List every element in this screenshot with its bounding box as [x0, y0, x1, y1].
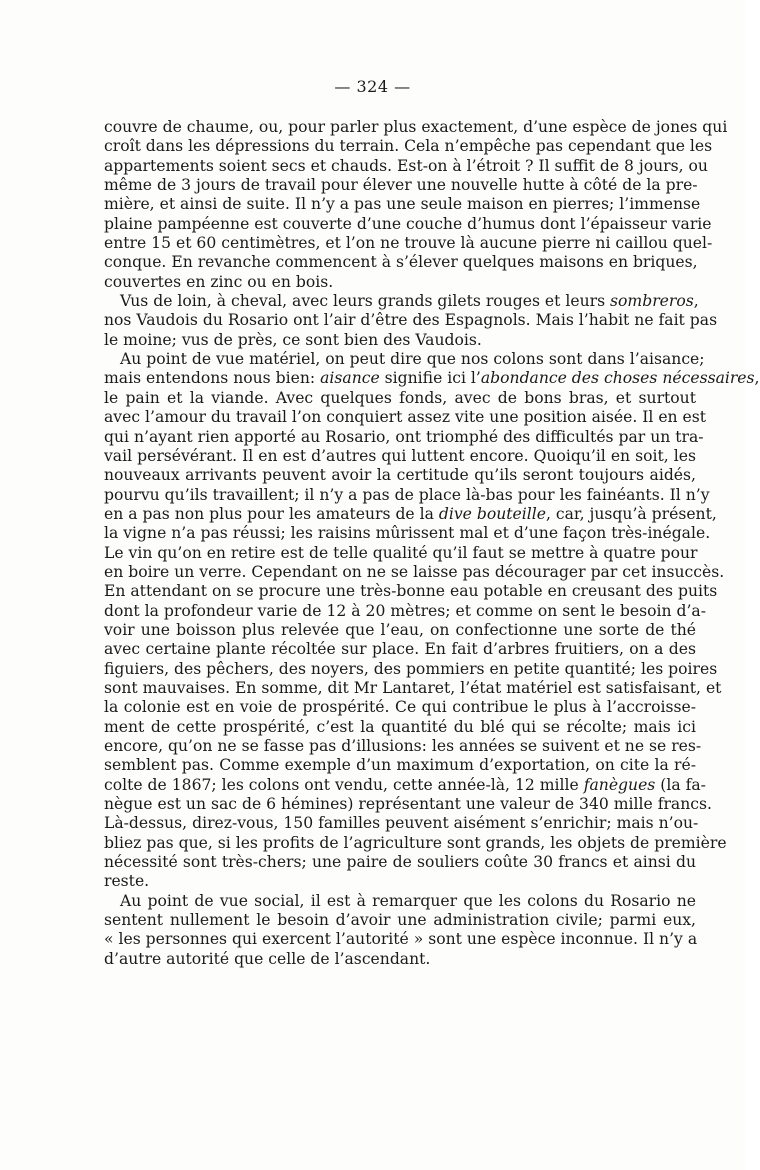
italic-run: dive bouteille [438, 504, 546, 523]
paragraph [104, 892, 696, 969]
italic-run: abondance des choses nécessaires [480, 369, 755, 388]
text-line: appartements soient secs et chauds. Est-on à l’étroit ? Il suffit de 8 jours, ou [104, 156, 708, 175]
text-run: (la fa- [655, 775, 706, 794]
text-run: , [693, 292, 699, 311]
text-line: bliez pas que, si les profits de l’agriculture sont grands, les objets de première [104, 833, 727, 852]
text-line [104, 369, 760, 388]
italic-run: fanègues [583, 775, 656, 794]
text-line: sont mauvaises. En somme, dit Mr Lantaret, l’état matériel est satisfaisant, et [104, 678, 722, 697]
text-line: figuiers, des pêchers, des noyers, des pommiers en petite quantité; les poires [104, 659, 718, 678]
text-run: mais entendons nous bien: [104, 369, 321, 388]
text-line [104, 775, 706, 795]
text-line: Au point de vue social, il est à remarquer que les colons du Rosario ne [120, 891, 696, 910]
text-run: Vus de loin, à cheval, avec leurs grands gilets rouges et leurs [120, 292, 611, 311]
text-line: d’autre autorité que celle de l’ascendant. [104, 949, 431, 968]
text-line: reste. [104, 872, 150, 891]
text-line: la vigne n’a pas réussi; les raisins mûrissent mal et d’une façon très-inégale. [104, 524, 711, 543]
text-line: Le vin qu’on en retire est de telle qualité qu’il faut se mettre à quatre pour [104, 543, 698, 562]
text-line: plaine pampéenne est couverte d’une couche d’humus dont l’épaisseur varie [104, 214, 712, 233]
text-line [104, 504, 717, 524]
text-line: avec certaine plante récoltée sur place. En fait d’arbres fruitiers, on a des [104, 640, 696, 659]
text-line: voir une boisson plus relevée que l’eau, on confectionne une sorte de thé [104, 620, 696, 639]
text-line: ment de cette prospérité, c’est la quantité du blé qui se récolte; mais ici [104, 717, 696, 736]
text-line: entre 15 et 60 centimètres, et l’on ne trouve là aucune pierre ni caillou quel- [104, 234, 713, 253]
paragraph [104, 118, 728, 292]
text-line: couvertes en zinc ou en bois. [104, 272, 334, 291]
text-line: conque. En revanche commencent à s’élever quelques maisons en briques, [104, 253, 698, 272]
text-line: En attendant on se procure une très-bonne eau potable en creusant des puits [104, 582, 718, 601]
text-line: couvre de chaume, ou, pour parler plus exactement, d’une espèce de jones qui [104, 118, 728, 136]
text-line: en boire un verre. Cependant on ne se laisse pas décourager par cet insuccès. [104, 562, 725, 581]
text-line: vail persévérant. Il en est d’autres qui luttent encore. Quoiqu’il en soit, les [104, 446, 696, 465]
text-run: signifie ici l’ [379, 369, 481, 388]
paragraph [104, 350, 760, 892]
paragraph [104, 292, 718, 350]
text-line: pourvu qu’ils travaillent; il n’y a pas de place là-bas pour les fainéants. Il n’y [104, 485, 710, 504]
text-line: la colonie est en voie de prospérité. Ce qui contribue le plus à l’accroisse- [104, 698, 696, 717]
text-line: Là-dessus, direz-vous, 150 familles peuvent aisément s’enrichir; mais n’ou- [104, 814, 699, 833]
italic-run: sombreros [610, 292, 694, 311]
italic-run: aisance [320, 369, 380, 388]
text-line: même de 3 jours de travail pour élever une nouvelle hutte à côté de la pre- [104, 176, 698, 195]
text-line: nouveaux arrivants peuvent avoir la certitude qu’ils seront toujours aidés, [104, 466, 696, 485]
text-line: nos Vaudois du Rosario ont l’air d’être des Espagnols. Mais l’habit ne fait pas [104, 311, 718, 330]
text-line: nécessité sont très-chers; une paire de souliers coûte 30 francs et ainsi du [104, 853, 696, 872]
text-line [104, 292, 699, 311]
text-line: Au point de vue matériel, on peut dire que nos colons sont dans l’aisance; [120, 350, 705, 369]
text-line: mière, et ainsi de suite. Il n’y a pas une seule maison en pierres; l’immense [104, 195, 701, 214]
text-line: nègue est un sac de 6 hémines) représentant une valeur de 340 mille francs. [104, 795, 712, 814]
text-line: sentent nullement le besoin d’avoir une administration civile; parmi eux, [104, 911, 696, 930]
text-line: encore, qu’on ne se fasse pas d’illusions: les années se suivent et ne se res- [104, 737, 702, 755]
text-line: croît dans les dépressions du terrain. Cela n’empêche pas cependant que les [104, 137, 713, 156]
body-text [104, 118, 760, 969]
text-line: « les personnes qui exercent l’autorité » sont une espèce inconnue. Il n’y a [104, 930, 698, 949]
text-line: le pain et la viande. Avec quelques fonds, avec de bons bras, et surtout [104, 388, 696, 407]
text-line: qui n’ayant rien apporté au Rosario, ont triomphé des difficultés par un tra- [104, 427, 704, 446]
text-line: semblent pas. Comme exemple d’un maximum d’exportation, on cite la ré- [104, 756, 696, 775]
text-run: en a pas non plus pour les amateurs de la [104, 504, 439, 523]
text-run: colte de 1867; les colons ont vendu, cette année-là, 12 mille [104, 775, 584, 794]
text-run: , [754, 369, 760, 388]
text-run: , car, jusqu’à présent, [545, 504, 717, 523]
text-line: le moine; vus de près, ce sont bien des Vaudois. [104, 330, 482, 349]
page-number: — 324 — [334, 77, 411, 96]
text-line: avec l’amour du travail l’on conquiert assez vite une position aisée. Il en est [104, 408, 707, 427]
text-line: dont la profondeur varie de 12 à 20 mètres; et comme on sent le besoin d’a- [104, 601, 706, 620]
